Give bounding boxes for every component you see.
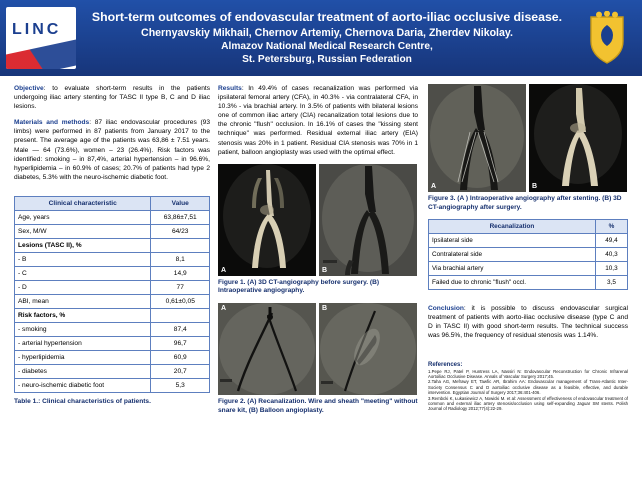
row-value: 8,1 — [151, 252, 210, 266]
row-value: 96,7 — [151, 336, 210, 350]
post-stent-angiography-render — [428, 84, 526, 192]
clinical-characteristics-table — [14, 196, 210, 393]
row-value: 60,9 — [151, 350, 210, 364]
page-title: Short-term outcomes of endovascular treatment of aorto-iliac occlusive disease. — [91, 10, 563, 24]
materials-label: Materials and methods — [14, 119, 90, 127]
figure-2-caption: Figure 2. (A) Recanalization. Wire and sheath "meeting" without snare kit, (B) Balloon angioplasty. — [218, 397, 418, 414]
row-value: 87,4 — [151, 322, 210, 336]
conclusion-paragraph — [428, 304, 628, 340]
table-row — [15, 322, 210, 336]
panel-label-a: A — [431, 183, 437, 190]
row-value: 0,61±0,05 — [151, 294, 210, 308]
figure-1b-intraoperative-angiography — [319, 164, 417, 276]
linc-logo-text: LINC — [12, 21, 62, 38]
results-paragraph — [218, 84, 418, 157]
poster-header — [0, 0, 642, 76]
panel-label-a: A — [221, 304, 227, 312]
results-text: : In 49.4% of cases recanalization was performed via ipsilateral femoral artery (CFA), in 40.3% - via contralateral CFA, in 10.3% - via brachial artery. In 3.5% of patients with bilateral lesions one of common iliac artery (CIA) recanalization total lesions due to the chronic "flush" occlusion. In 16.1% of cases the "kissing stent technique" was performed. Residual external iliac artery (EIA) stenosis was 20% in 1 patient. Residual CIA stenosis was 70% in 1 patient, balloon angioplasty was used with the optimal effect. — [218, 85, 418, 156]
row-label: - smoking — [15, 322, 151, 336]
figure-1-images — [218, 164, 418, 276]
references-heading: References: — [428, 361, 463, 368]
affiliation-line-2: St. Petersburg, Russian Federation — [242, 54, 412, 65]
table-row — [429, 262, 628, 276]
table-header-characteristic: Clinical characteristic — [15, 196, 151, 210]
wire-sheath-meeting-render — [218, 303, 316, 395]
row-label: ABI, mean — [15, 294, 151, 308]
crest-icon — [587, 11, 627, 65]
table-row — [15, 350, 210, 364]
row-label: Lesions (TASC II), % — [15, 238, 151, 252]
row-label: - C — [15, 266, 151, 280]
row-label: Sex, M/W — [15, 224, 151, 238]
figure-3a-post-stenting-angiography — [428, 84, 526, 192]
figure-3-caption: Figure 3. (A ) Intraoperative angiography after stenting. (B) 3D CT-angiography after surgery. — [428, 195, 622, 211]
objective-label: Objective — [14, 85, 44, 92]
row-value: 63,86±7,51 — [151, 210, 210, 224]
figure-2b-balloon-angioplasty — [319, 303, 417, 395]
row-label: Failed due to chronic "flush" occl. — [429, 276, 596, 290]
materials-text: : 87 iliac endovascular procedures (93 limbs) were performed in 87 patients from January 2017 to the present. The average age of the patients was 63,86 ± 7.51 years. Male — 64 (73.6%), women – 23 (26.4%). Risk factors was identified: smoking – in 87,4%, arterial hypertension – in 96.6%, hyperlipidemia – in 60.9% of cases; 20.7% of patients had type 2 diabetes, 5.3% with the neuro-ischemic diabetic foot. — [14, 119, 210, 181]
linc-logo-swoosh — [6, 40, 76, 69]
row-label: - B — [15, 252, 151, 266]
row-label: Via brachial artery — [429, 262, 596, 276]
table-row — [15, 252, 210, 266]
author-list: Chernyavskiy Mikhail, Chernov Artemiy, Chernova Daria, Zherdev Nikolay. — [141, 27, 513, 39]
column-left — [14, 84, 210, 405]
figure-2a-recanalization — [218, 303, 316, 395]
balloon-angioplasty-render — [319, 303, 417, 395]
panel-label-b: B — [532, 183, 538, 190]
recanalization-results-table — [428, 219, 628, 290]
institution-logo — [578, 7, 636, 69]
table-row — [429, 234, 628, 248]
figure-1a-ct-angiography — [218, 164, 316, 276]
row-label: Age, years — [15, 210, 151, 224]
column-middle — [218, 84, 418, 415]
table-header-value: Value — [151, 196, 210, 210]
materials-paragraph — [14, 118, 210, 182]
table-row — [15, 294, 210, 308]
table-header-row — [15, 196, 210, 210]
table-row — [429, 248, 628, 262]
row-label: - hyperlipidemia — [15, 350, 151, 364]
panel-label-b: B — [322, 304, 328, 312]
reference-item-1: 1.Pepe RJ, Patel P, Huntress LA, Nassiri N: Endovascular Reconstruction for Chronic Infrarenal Aortoiliac Occlusive Disease. Annals of Vascular Surgery 2017;45. — [428, 368, 628, 379]
figure-1-caption: Figure 1. (A) 3D CT-angiography before surgery. (B) Intraoperative angiography. — [218, 278, 380, 295]
table-row — [15, 210, 210, 224]
table-row — [15, 280, 210, 294]
aorta-iliac-vessel-render — [218, 164, 316, 276]
row-label: - arterial hypertension — [15, 336, 151, 350]
row-label: Ipsilateral side — [429, 234, 596, 248]
row-value: 64/23 — [151, 224, 210, 238]
affiliation-line-1: Almazov National Medical Research Centre, — [221, 41, 433, 52]
table-header-row — [429, 220, 628, 234]
intraop-angiography-render — [319, 164, 417, 276]
row-label: - neuro-ischemic diabetic foot — [15, 378, 151, 392]
table-caption: Table 1.: Clinical characteristics of patients. — [14, 397, 151, 405]
row-value: 5,3 — [151, 378, 210, 392]
panel-label-b: B — [322, 266, 328, 274]
reference-item-3: 3.Rembcki K, Łukasiewicz A, Nowicki M. et al: Assessment of effectiveness of endovascular treatment of common and external iliac artery stenosis/occlusion using self-expanding Jaguar SM stents. Polish Journal of Radiology 2012;77(4):22-29. — [428, 395, 628, 412]
row-label: Contralateral side — [429, 248, 596, 262]
table-header-recanalization: Recanalization — [429, 220, 596, 234]
table-row — [15, 238, 210, 252]
row-value: 77 — [151, 280, 210, 294]
figure-3-images — [428, 84, 628, 192]
figure-2-images — [218, 303, 418, 395]
reference-item-2: 2.Taha AG, Mefrawy ET, Tawfic AR, Ibrahim AA: Endovascular management of Trans-Atlantic Inter-Society Consensus C and D aortoiliac occlusive disease as a feasible, effective, and durable intervention. Egyptian Journal of Surgery 2017;36:401-406. — [428, 379, 628, 396]
row-value: 40,3 — [595, 248, 627, 262]
row-value — [151, 308, 210, 322]
row-label: - D — [15, 280, 151, 294]
table-row — [429, 276, 628, 290]
row-value: 14,9 — [151, 266, 210, 280]
panel-label-a: A — [221, 266, 227, 274]
table-row — [15, 224, 210, 238]
column-right — [428, 84, 628, 412]
row-value: 10,3 — [595, 262, 627, 276]
table-header-percent: % — [595, 220, 627, 234]
objective-text: : to evaluate short-term results in the patients undergoing iliac artery stenting for TASC II type B, C and D iliac lesions. — [14, 85, 210, 111]
conclusion-text: : it is possible to discuss endovascular surgical treatment of patients with aorto-iliac occlusive disease (type C and D in TASC II) with good short-term results. The technical success was 96.5%, the frequency of residual stenosis was 1.14%. — [428, 305, 628, 340]
row-value: 49,4 — [595, 234, 627, 248]
row-label: - diabetes — [15, 364, 151, 378]
figure-3b-post-surgery-ct-angiography — [529, 84, 627, 192]
table-row — [15, 364, 210, 378]
row-value: 3,5 — [595, 276, 627, 290]
row-value — [151, 238, 210, 252]
table-row — [15, 336, 210, 350]
post-surgery-ct-render — [529, 84, 627, 192]
linc-logo — [6, 7, 76, 69]
row-label: Risk factors, % — [15, 308, 151, 322]
row-value: 20,7 — [151, 364, 210, 378]
objective-paragraph — [14, 84, 210, 111]
table-row — [15, 308, 210, 322]
conclusion-label: Conclusion — [428, 305, 464, 313]
title-block — [76, 10, 578, 66]
table-row — [15, 266, 210, 280]
results-label: Results — [218, 85, 242, 92]
table-row — [15, 378, 210, 392]
